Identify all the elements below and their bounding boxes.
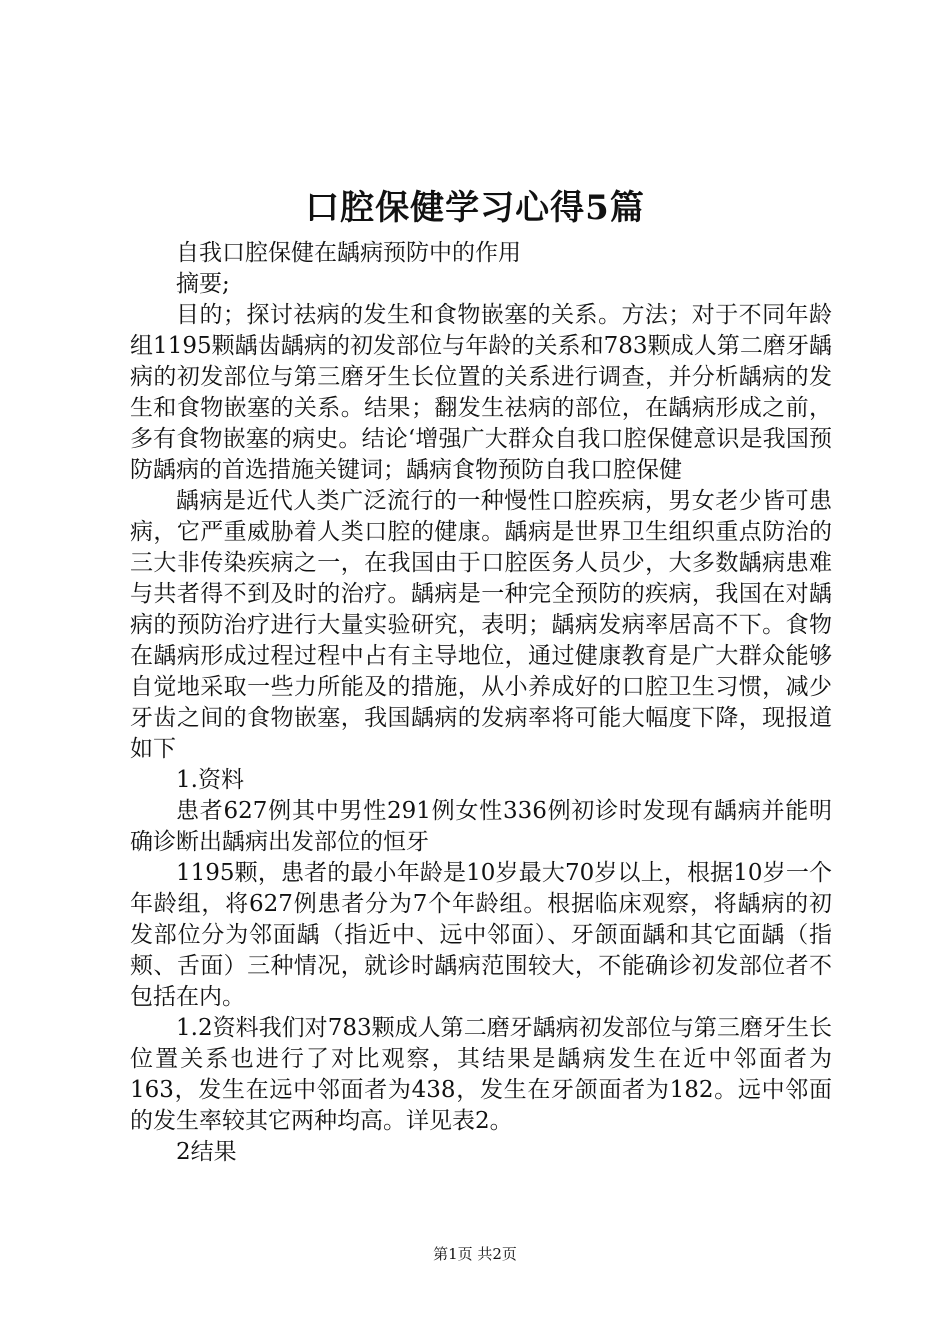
paragraph-age-groups: 1195颗，患者的最小年龄是10岁最大70岁以上，根据10岁一个年龄组，将627例患者分为7个年龄组。根据临床观察，将龋病的初发部位分为邻面龋（指近中、远中邻面）、牙颌面龋和其它面龋（指颊、舌面）三种情况，就诊时龋病范围较大，不能确诊初发部位者不包括在内。 xyxy=(130,860,832,1010)
paragraph-patients: 患者627例其中男性291例女性336例初诊时发现有龋病并能明确诊断出龋病出发部位的恒牙 xyxy=(130,798,832,855)
document-title: 口腔保健学习心得5篇 xyxy=(305,188,645,228)
paragraph-materials-1-2: 1.2资料我们对783颗成人第二磨牙龋病初发部位与第三磨牙生长位置关系也进行了对比观察，其结果是龋病发生在近中邻面者为163，发生在远中邻面者为438，发生在牙颌面者为182。远中邻面的发生率较其它两种均高。详见表2。 xyxy=(130,1015,832,1134)
document-body xyxy=(130,238,832,1168)
section-heading-results: 2结果 xyxy=(176,1139,237,1165)
section-heading-materials: 1.资料 xyxy=(176,767,244,793)
page-footer: 第1页 共2页 xyxy=(433,1245,517,1263)
paragraph-introduction: 龋病是近代人类广泛流行的一种慢性口腔疾病，男女老少皆可患病，它严重威胁着人类口腔的健康。龋病是世界卫生组织重点防治的三大非传染疾病之一，在我国由于口腔医务人员少，大多数龋病患难与共者得不到及时的治疗。龋病是一种完全预防的疾病，我国在对龋病的预防治疗进行大量实验研究，表明；龋病发病率居高不下。食物在龋病形成过程过程中占有主导地位，通过健康教育是广大群众能够自觉地采取一些力所能及的措施，从小养成好的口腔卫生习惯，减少牙齿之间的食物嵌塞，我国龋病的发病率将可能大幅度下降，现报道如下 xyxy=(130,488,832,762)
paragraph-abstract-label: 摘要; xyxy=(176,271,230,297)
paragraph-subtitle: 自我口腔保健在龋病预防中的作用 xyxy=(176,240,521,266)
paragraph-abstract: 目的；探讨祛病的发生和食物嵌塞的关系。方法；对于不同年龄组1195颗龋齿龋病的初发部位与年龄的关系和783颗成人第二磨牙龋病的初发部位与第三磨牙生长位置的关系进行调查，并分析龋病的发生和食物嵌塞的关系。结果；翻发生祛病的部位，在龋病形成之前，多有食物嵌塞的病史。结论‘增强广大群众自我口腔保健意识是我国预防龋病的首选措施关键词；龋病食物预防自我口腔保健 xyxy=(130,302,832,483)
